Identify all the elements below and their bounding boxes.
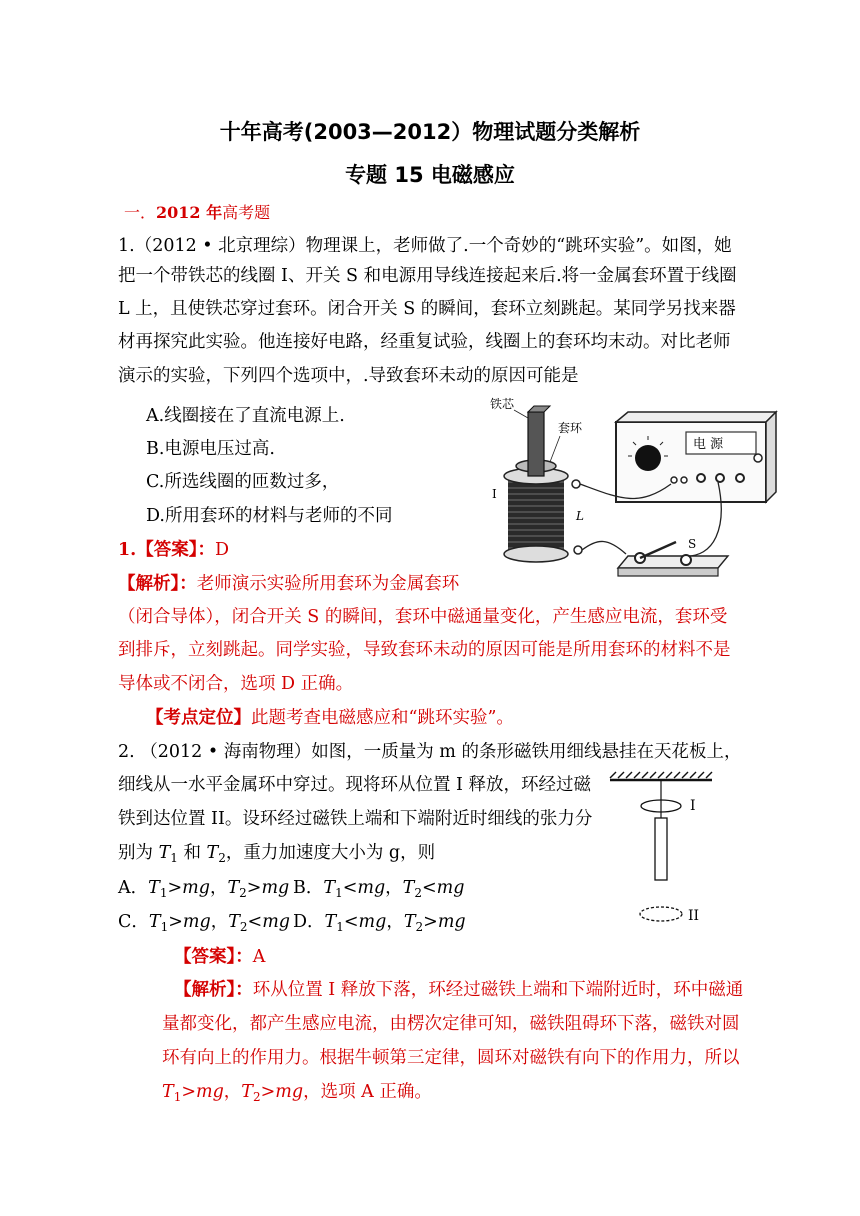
power-label: 电 源 — [693, 437, 724, 452]
q1-option-c: C.所选线圈的匝数过多， — [146, 472, 340, 492]
q2-analysis-last: $T_1>mg$，$T_2>mg$，选项 A 正确。 — [162, 1082, 432, 1104]
section-suffix: 高考题 — [222, 203, 271, 222]
q2-answer-label: 【答案】： — [174, 947, 253, 967]
q1-answer — [118, 539, 229, 561]
q2-analysis-label: 【解析】： — [174, 980, 253, 1000]
q2-option-b: B．$T_1<mg$，$T_2<mg$ — [293, 878, 465, 900]
q1-line: 演示的实验，下列四个选项中，.导致套环未动的原因可能是 — [118, 366, 579, 386]
q1-line: 把一个带铁芯的线圈 I、开关 S 和电源用导线连接起来后.将一金属套环置于线圈 — [118, 266, 737, 286]
q2-answer-value: A — [252, 947, 266, 967]
bar-magnet — [655, 818, 667, 880]
q2-option-d: D．$T_1<mg$，$T_2>mg$ — [293, 912, 466, 934]
section-year: 2012 年 — [156, 203, 223, 222]
iron-core — [528, 412, 544, 476]
q2-option-a: A．$T_1>mg$，$T_2>mg$ — [118, 878, 290, 900]
coil-L-label: L — [576, 509, 584, 523]
q2-answer — [174, 946, 265, 968]
q1-focus-text: 此题考查电磁感应和“跳环实验”。 — [251, 708, 514, 728]
ring-label: 套环 — [558, 421, 583, 435]
label-position-I: I — [690, 798, 696, 814]
label-position-II: II — [688, 908, 700, 924]
q1-option-b: B.电源电压过高. — [146, 439, 275, 459]
q1-option-d: D.所用套环的材料与老师的不同 — [146, 506, 393, 526]
q1-analysis-line: 到排斥，立刻跳起。同学实验，导致套环未动的原因可能是所用套环的材料不是 — [118, 640, 731, 660]
jumping-ring-figure — [488, 388, 780, 584]
q2-line: 细线从一水平金属环中穿过。现将环从位置 I 释放，环经过磁 — [118, 775, 592, 795]
q1-answer-label: 1.【答案】： — [118, 540, 216, 560]
dial-knob — [635, 445, 661, 471]
q1-line: L 上，且使铁芯穿过套环。闭合开关 S 的瞬间，套环立刻跳起。某同学另找来器 — [118, 299, 736, 319]
q1-answer-value: D — [215, 540, 230, 560]
ring-position-II — [640, 907, 682, 921]
terminal — [697, 474, 705, 482]
q2-analysis-line: 量都变化，都产生感应电流，由楞次定律可知，磁铁阻碍环下落，磁铁对圆 — [162, 1014, 740, 1034]
magnet-ring-figure — [606, 770, 722, 930]
q1-analysis-first — [118, 573, 459, 595]
q2-analysis-line: 环有向上的作用力。根据牛顿第三定律，圆环对磁铁有向下的作用力，所以 — [162, 1048, 740, 1068]
q1-analysis-label: 【解析】： — [118, 574, 197, 594]
q2-analysis-text: 环从位置 I 释放下落，环经过磁铁上端和下端附近时，环中磁通 — [252, 980, 744, 1000]
q1-option-a: A.线圈接在了直流电源上. — [146, 406, 345, 426]
page-title: 十年高考(2003—2012）物理试题分类解析 — [219, 120, 641, 144]
q2-line: 铁到达位置 II。设环经过磁铁上端和下端附近时细线的张力分 — [118, 809, 593, 829]
q1-focus-label: 【考点定位】 — [146, 708, 251, 728]
terminal — [716, 474, 724, 482]
section-prefix: 一． — [124, 203, 157, 222]
q2-option-c: C．$T_1>mg$，$T_2<mg$ — [118, 912, 290, 934]
q2-line-4: 别为 $T_1$ 和 $T_2$，重力加速度大小为 g，则 — [118, 843, 436, 865]
q1-analysis-text: 老师演示实验所用套环为金属套环 — [196, 574, 460, 594]
q1-line: 1.（2012 • 北京理综）物理课上，老师做了.一个奇妙的“跳环实验”。如图，她 — [118, 236, 732, 256]
terminal — [736, 474, 744, 482]
page-subtitle: 专题 15 电磁感应 — [345, 163, 515, 187]
section-heading — [124, 202, 270, 224]
q1-analysis-line: （闭合导体），闭合开关 S 的瞬间，套环中磁通量变化，产生感应电流，套环受 — [118, 607, 728, 627]
q1-line: 材再探究此实验。他连接好电路，经重复试验，线圈上的套环均末动。对比老师 — [118, 332, 731, 352]
q2-line: 2. （2012 • 海南物理）如图，一质量为 m 的条形磁铁用细线悬挂在天花板上， — [118, 742, 742, 762]
coil-label: I — [492, 487, 497, 501]
switch-label: S — [688, 537, 697, 551]
q2-analysis-first — [174, 979, 743, 1001]
q1-focus — [146, 707, 514, 729]
iron-core-label: 铁芯 — [490, 397, 515, 411]
q1-analysis-line: 导体或不闭合，选项 D 正确。 — [118, 674, 354, 694]
